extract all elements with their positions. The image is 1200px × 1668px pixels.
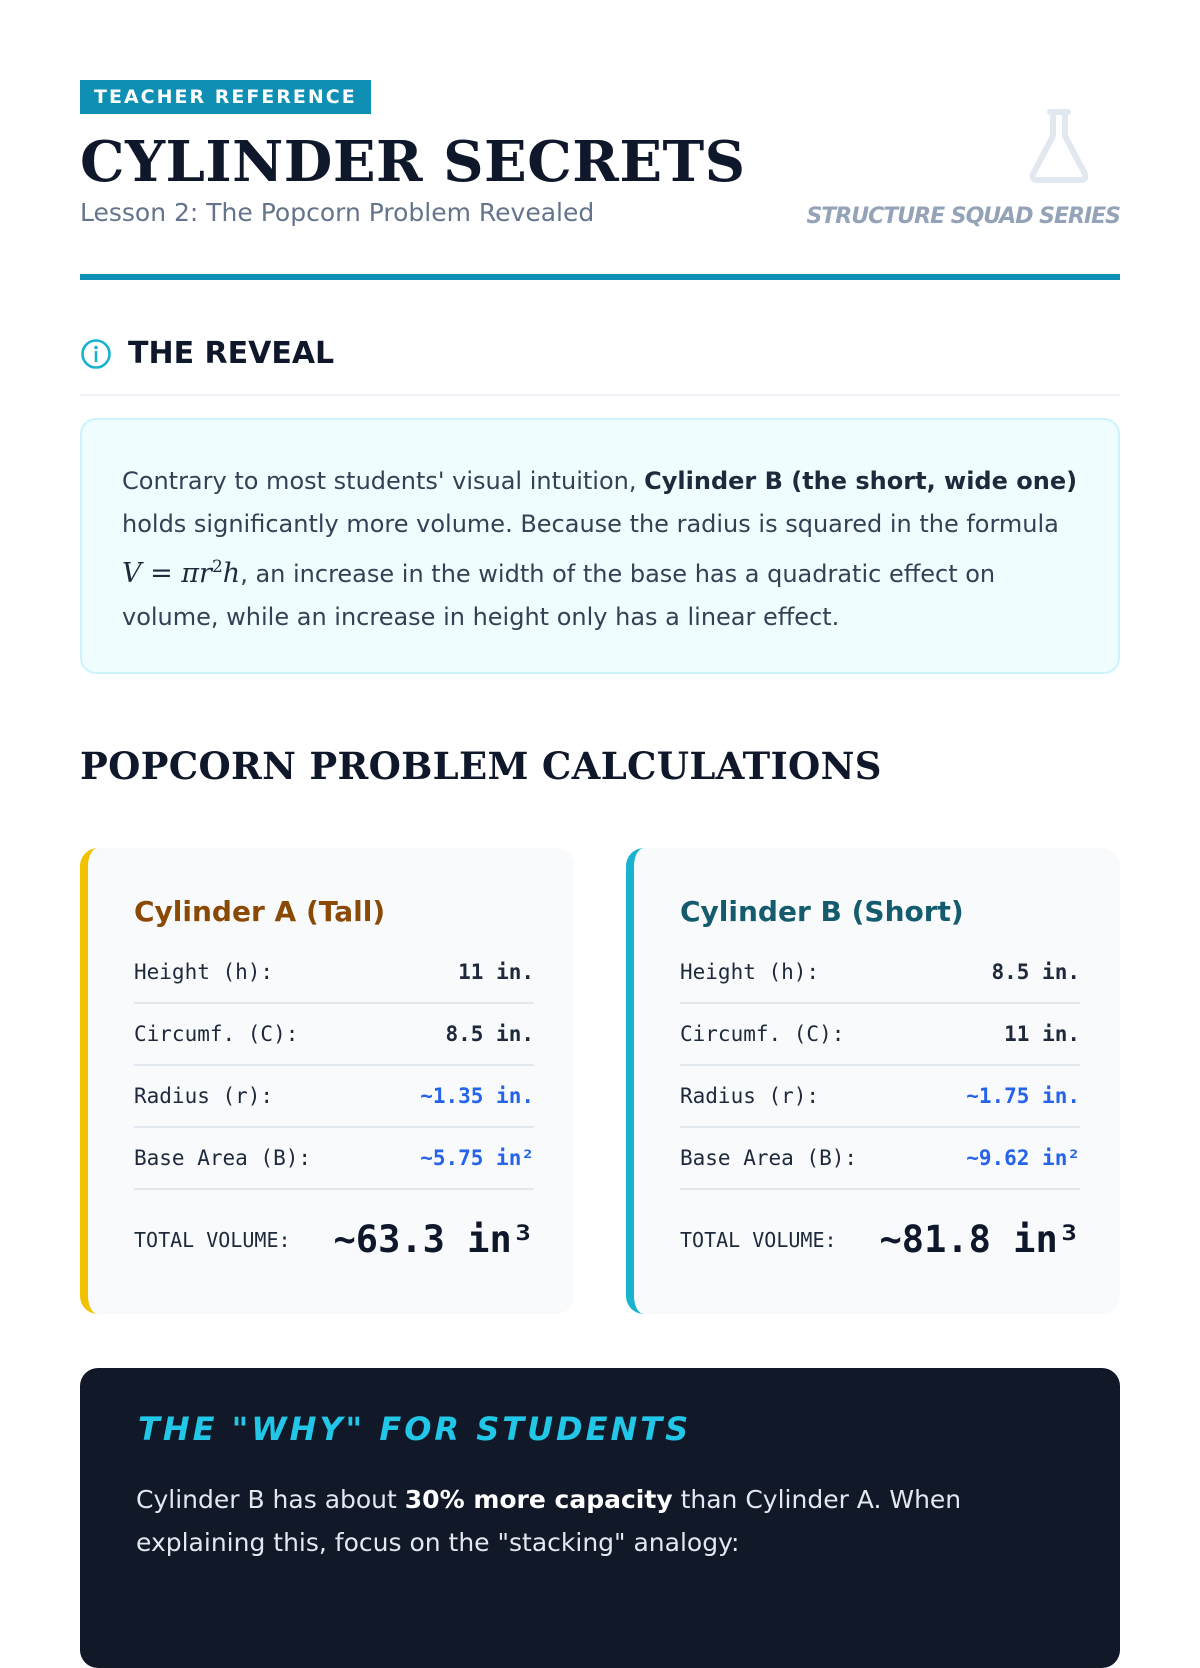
lesson-subtitle: Lesson 2: The Popcorn Problem Revealed [80, 198, 595, 227]
flask-icon [1028, 108, 1090, 184]
info-icon [80, 338, 112, 370]
row-value: ~9.62 in² [966, 1146, 1080, 1170]
row-label: Height (h): [680, 960, 820, 984]
reveal-text-3: , an increase in the width of the base has a quadratic effect on volume, while an increase in height only has a linear effect. [122, 560, 996, 631]
formula-r: r [199, 558, 212, 589]
formula-h: h [222, 558, 241, 589]
row-value: 11 in. [458, 960, 534, 984]
series-label: STRUCTURE SQUAD SERIES [806, 204, 1120, 229]
why-text-1: Cylinder B has about [136, 1485, 405, 1514]
total-volume-value: ~63.3 in³ [333, 1218, 534, 1261]
row-label: Base Area (B): [134, 1146, 312, 1170]
row-label: Circumf. (C): [680, 1022, 845, 1046]
height-row [134, 942, 534, 1004]
circumference-row [134, 1004, 534, 1066]
row-value: ~1.35 in. [420, 1084, 534, 1108]
radius-row [134, 1066, 534, 1128]
reveal-callout [80, 418, 1120, 674]
row-value: 8.5 in. [991, 960, 1080, 984]
row-value: ~1.75 in. [966, 1084, 1080, 1108]
why-text [136, 1478, 1064, 1564]
row-label: Circumf. (C): [134, 1022, 299, 1046]
formula-equals: = [141, 558, 182, 589]
cylinder-b-card [626, 848, 1120, 1314]
page-title: CYLINDER SECRETS [80, 129, 746, 195]
row-label: Base Area (B): [680, 1146, 858, 1170]
reveal-text-2: holds significantly more volume. Because the radius is squared in the formula [122, 510, 1059, 538]
why-heading: THE "WHY" FOR STUDENTS [138, 1410, 692, 1448]
radius-row [680, 1066, 1080, 1128]
reveal-title: THE REVEAL [128, 336, 335, 371]
why-text-bold: 30% more capacity [404, 1485, 673, 1514]
row-value: 8.5 in. [445, 1022, 534, 1046]
cylinder-a-title: Cylinder A (Tall) [134, 895, 386, 928]
why-text-2: than Cylinder A. When explaining this, focus on the "stacking" analogy: [136, 1485, 962, 1557]
why-for-students-panel [80, 1368, 1120, 1668]
reveal-divider [80, 394, 1120, 396]
volume-formula [122, 558, 240, 589]
height-row [680, 942, 1080, 1004]
total-volume-label: TOTAL VOLUME: [134, 1227, 291, 1252]
base-area-row [680, 1128, 1080, 1190]
total-volume-label: TOTAL VOLUME: [680, 1227, 837, 1252]
formula-exponent: 2 [211, 557, 223, 577]
teacher-reference-badge: TEACHER REFERENCE [80, 80, 371, 114]
header-divider [80, 274, 1120, 280]
base-area-row [134, 1128, 534, 1190]
formula-pi: π [181, 558, 200, 589]
total-volume [680, 1218, 1080, 1261]
reveal-text-1: Contrary to most students' visual intuition, [122, 467, 645, 495]
row-value: 11 in. [1004, 1022, 1080, 1046]
reveal-heading [80, 336, 334, 371]
row-label: Radius (r): [680, 1084, 820, 1108]
cylinder-b-title: Cylinder B (Short) [680, 895, 964, 928]
row-value: ~5.75 in² [420, 1146, 534, 1170]
formula-v: V [122, 558, 142, 589]
circumference-row [680, 1004, 1080, 1066]
calculations-heading: POPCORN PROBLEM CALCULATIONS [80, 744, 882, 788]
row-label: Height (h): [134, 960, 274, 984]
total-volume-value: ~81.8 in³ [879, 1218, 1080, 1261]
reveal-text-bold: Cylinder B (the short, wide one) [644, 467, 1078, 495]
cylinder-a-card [80, 848, 574, 1314]
row-label: Radius (r): [134, 1084, 274, 1108]
total-volume [134, 1218, 534, 1261]
